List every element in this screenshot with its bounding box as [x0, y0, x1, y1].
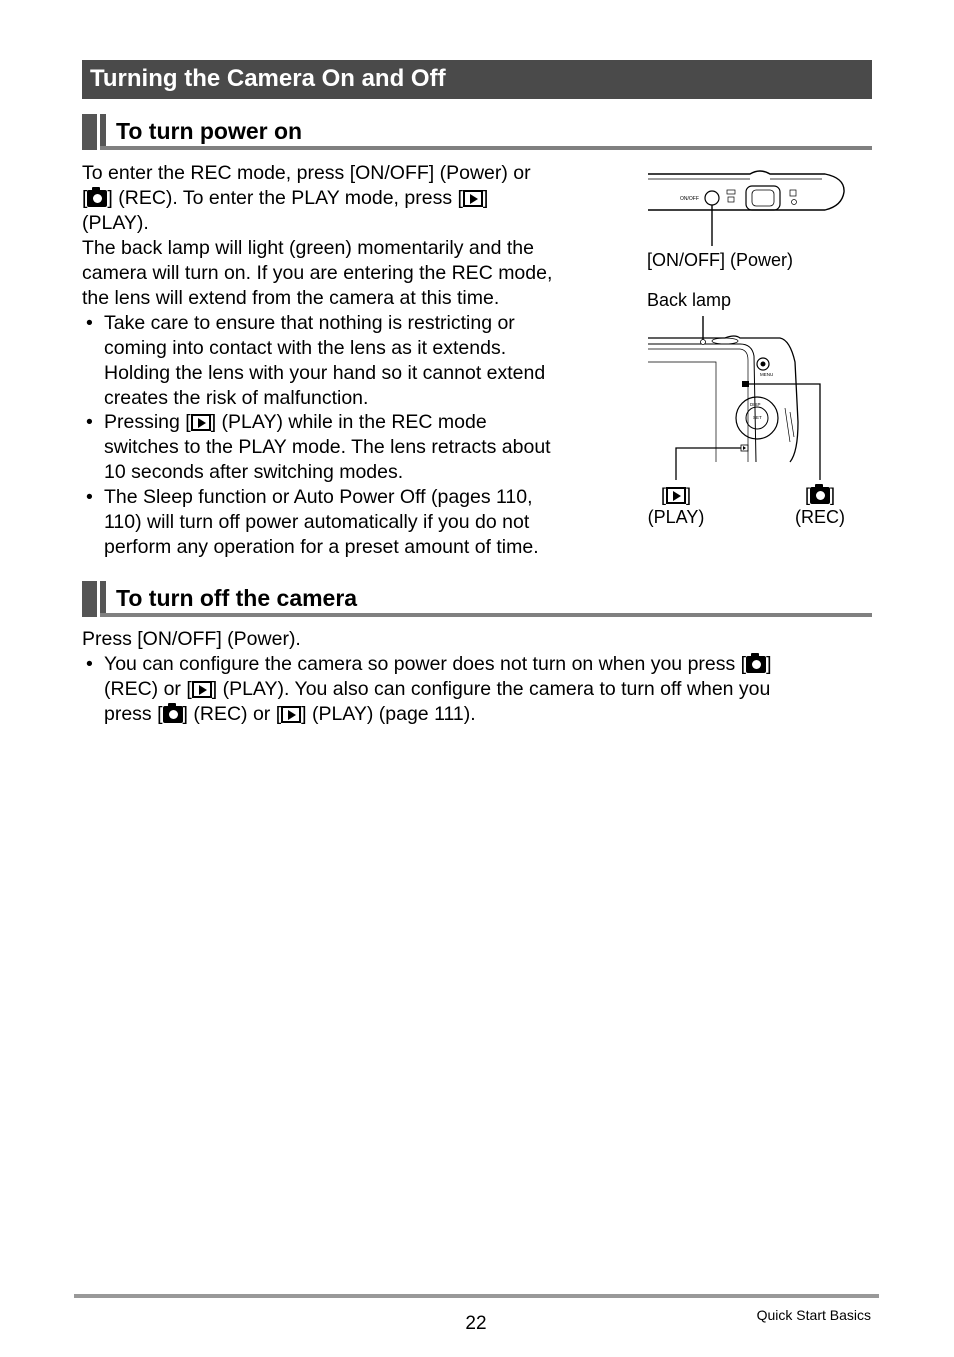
camera-top-illustration: [640, 166, 850, 256]
back-lamp-label: Back lamp: [647, 290, 732, 310]
play-icon: [463, 190, 483, 207]
onoff-label: [ON/OFF] (Power): [647, 250, 794, 270]
play-icon: [281, 706, 301, 723]
bullet-item: • Pressing [ ] (PLAY) while in the REC mode switches to the PLAY mode. The lens retracts about 10 seconds after switching modes.: [82, 410, 551, 485]
bullet-item: • The Sleep function or Auto Power Off (pages 110, 110) will turn off power automatically if you do not perform any operation for a preset amount of time.: [82, 485, 539, 560]
camera-back-illustration: [640, 312, 850, 492]
section-heading-power-off: [82, 581, 872, 617]
section-heading-text: To turn off the camera: [116, 585, 358, 611]
rec-button-label: [ ] (REC): [795, 485, 845, 527]
camera-icon: [810, 487, 830, 504]
intro-line: the lens will extend from the camera at this time.: [82, 287, 500, 309]
camera-icon: [163, 706, 183, 723]
page-number: 22: [465, 1313, 487, 1334]
play-icon: [666, 487, 686, 504]
intro-line: (PLAY).: [82, 212, 149, 234]
page-title: Turning the Camera On and Off: [90, 65, 446, 92]
intro-line: The back lamp will light (green) momentarily and the: [82, 237, 534, 259]
play-button-label: [ ] (PLAY): [647, 485, 705, 527]
menu-mark: MENU: [760, 372, 774, 377]
page-title-bar: [82, 60, 872, 99]
disp-mark: DISP: [750, 402, 761, 407]
intro-line: camera will turn on. If you are entering the REC mode,: [82, 262, 553, 284]
bullet-item: • Take care to ensure that nothing is restricting or coming into contact with the lens as it extends. Holding the lens with your hand so it cannot extend creates the risk of malfunction.: [82, 311, 545, 411]
footer-section-title: Quick Start Basics: [756, 1307, 871, 1323]
footer-rule: [74, 1294, 879, 1298]
bullet-item: • You can configure the camera so power does not turn on when you press [ ] (REC) or [ ] (PLAY). You also can configure the camera to turn off when you press [ ] (REC) or [ ] (PLAY) (page 111).: [82, 652, 874, 727]
play-icon: [192, 681, 212, 698]
set-mark: SET: [753, 415, 762, 420]
camera-icon: [87, 190, 107, 207]
section-heading-power-on: [82, 114, 872, 150]
section-heading-text: To turn power on: [116, 118, 303, 144]
intro-line: [ ] (REC). To enter the PLAY mode, press [ ]: [82, 187, 489, 209]
intro-line: To enter the REC mode, press [ON/OFF] (Power) or: [82, 162, 531, 184]
onoff-mark: ON/OFF: [680, 196, 699, 202]
power-off-intro: Press [ON/OFF] (Power).: [82, 628, 301, 650]
play-icon: [191, 414, 211, 431]
camera-icon: [746, 656, 766, 673]
